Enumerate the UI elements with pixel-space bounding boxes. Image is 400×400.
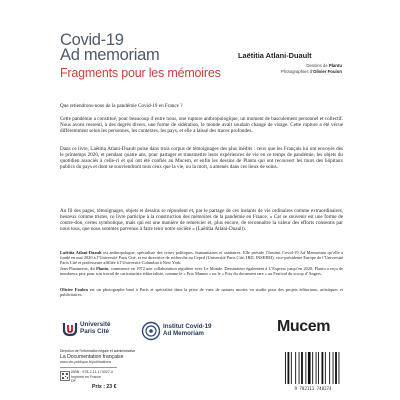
publisher-website: www.vie-publique.fr/publications: [60, 359, 112, 364]
barcode-bar: [316, 352, 317, 384]
isbn-text: ISBN : 978-2-11-174027-4: [71, 370, 113, 374]
bio-photographer-text: est un photographe basé à Paris et spécialisé dans la prise de vues de natures mortes en studio pour des projets éditoriaux, artistiques et publicitaires.: [60, 287, 343, 298]
blurb-paragraph-3: Dans ce livre, Laëtitia Atlani-Duault puise dans trois corpus de témoignages des plus inédits : ceux que les Français lui ont envoyés dès le printemps 2020, et pendant quatre ans, pour partager et transmettre leurs expériences de vie en ce temps de pandémie, les objets du quotidien associés à celle-ci et qui ont été confiés au Mucem, et enfin les dessins de Plantu qui ont recouvert les murs des hôpitaux publics du pays et dont se souviendront tous ceux que la vie, ou la mort, a amenés dans ces lieux de soins.: [60, 146, 343, 171]
bio-illustrator-text: , commence en 1972 une collaboration régulière avec Le Monde. Dessinateur également à L’Express jusqu’en 2020, Plantu a reçu de nombreux prix pour son travail de caricaturiste éditorialiste, comme le « Prix Mumm » ou le « Prix du document rare » au Festival du scoop d’Angers.: [60, 266, 344, 277]
blurb-paragraph-2: Cette pandémie a constitué, pour beaucoup d’entre nous, une rupture anthropologique, un moment de basculement personnel et collectif. Nous avons ressenti, à des degrés divers, une forme de sidération, le monde avait soudain changé de visage. Cette rupture a été vécue différemment selon les personnes, les contextes, les pays, et elle a laissé des traces profondes.: [60, 116, 343, 135]
barcode-bar: [305, 352, 306, 384]
author-name: Laëtitia Atlani-Duault: [238, 51, 312, 60]
blurb-paragraph-1: Que retiendrons-nous de la pandémie Covid-19 en France ?: [60, 103, 183, 109]
barcode-bar: [322, 352, 324, 384]
bio-illustrator: [60, 266, 343, 276]
publisher-department: Direction de l’information légale et administrative: [60, 349, 136, 353]
barcode-bar: [312, 352, 313, 384]
photos-label: Photographies d’: [280, 69, 314, 74]
barcode-bar: [325, 352, 326, 384]
photos-artist: Olivier Fouion: [313, 69, 342, 74]
barcode-bar: [299, 352, 300, 384]
blurb-block-4: [60, 208, 343, 232]
institut-covid-logo: [141, 321, 231, 343]
barcode-bar: [333, 352, 334, 384]
bio-author-text: est anthropologue, spécialiste des crises politiques, humanitaires et sanitaires. Elle préside l’Institut Covid-19 Ad Memoriam qu’elle a fondé en mai 2020 à l’Université Paris Cité, et est directrice de recherche au Ceped (Université Paris Cité, IRD, INSERM), vice-présidente Europe de l’Université Paris Cité et professeure affiliée à l’Université Columbia à New York.: [60, 250, 343, 266]
bio-illustrator-name: Plantu: [96, 266, 109, 271]
isbn-info: [60, 370, 122, 384]
universite-paris-cite-logo: [62, 320, 132, 342]
barcode-bar: [295, 352, 296, 384]
barcode-bar: [335, 352, 337, 384]
bio-author: [60, 250, 343, 265]
barcode-number: 9 782111 740274: [294, 386, 332, 391]
barcode-bar: [288, 352, 290, 384]
barcode-bar: [291, 352, 292, 384]
universite-logo-icon: [62, 321, 78, 337]
drawings-label: Dessins de: [306, 63, 328, 68]
price: Prix : 23 €: [92, 384, 117, 390]
mucem-logo: Mucem: [277, 318, 331, 335]
blurb-block-2: [60, 116, 343, 134]
bio-illustrator-pre: Jean Plantureux, dit: [60, 266, 97, 271]
dila-code: DF: [71, 379, 76, 384]
barcode-bar: [318, 352, 319, 384]
divider: [60, 367, 117, 368]
drawings-credit: [306, 63, 342, 68]
barcode-bar: [339, 352, 340, 384]
publisher-name: La Documentation française: [60, 353, 124, 360]
institut-line-1: Institut Covid-19: [163, 323, 212, 330]
universite-line-1: Université: [80, 321, 111, 328]
drawings-artist: Plantu: [328, 63, 342, 68]
bio-author-name: Laëtitia Atlani-Duault: [60, 250, 102, 255]
barcode-bar: [308, 352, 311, 384]
title-line-2: Ad memoriam: [60, 46, 160, 64]
blurb-paragraph-4: Au fil des pages, témoignages, objets et dessins se répondent et, par le partage de ces instants de vie ordinaires comme extraordinaires, heureux comme tristes, ce livre participe à la construction des mémoires de la pandémie en France. « Car se souvenir est une forme de contre-don, certes symbolique, mais qui est une manière de remercier et, plus encore, de reconnaître la valeur des efforts consentis par nous tous, que nous sommes parvenus à faire tenir notre société » (Laëtitia Atlani-Duault).: [60, 208, 343, 233]
photos-credit: [281, 69, 342, 74]
bio-photographer: [60, 287, 343, 297]
barcode-bar: [329, 352, 330, 384]
barcode-bar: [301, 352, 303, 384]
title-line-1: Covid-19: [60, 31, 124, 49]
institut-logo-icon: [141, 321, 161, 341]
blurb-block-3: [60, 146, 343, 170]
printed-in: Imprimé en France: [71, 374, 102, 379]
institut-line-2: Ad Memoriam: [163, 329, 204, 337]
subtitle: Fragments pour les mémoires: [60, 66, 221, 80]
blurb-question: [60, 103, 343, 109]
barcode-bar: [285, 352, 286, 384]
universite-line-2: Paris Cité: [80, 327, 110, 335]
barcode-icon: [283, 351, 343, 385]
bio-photographer-name: Olivier Foulon: [60, 287, 88, 292]
publisher-block: [60, 349, 135, 364]
